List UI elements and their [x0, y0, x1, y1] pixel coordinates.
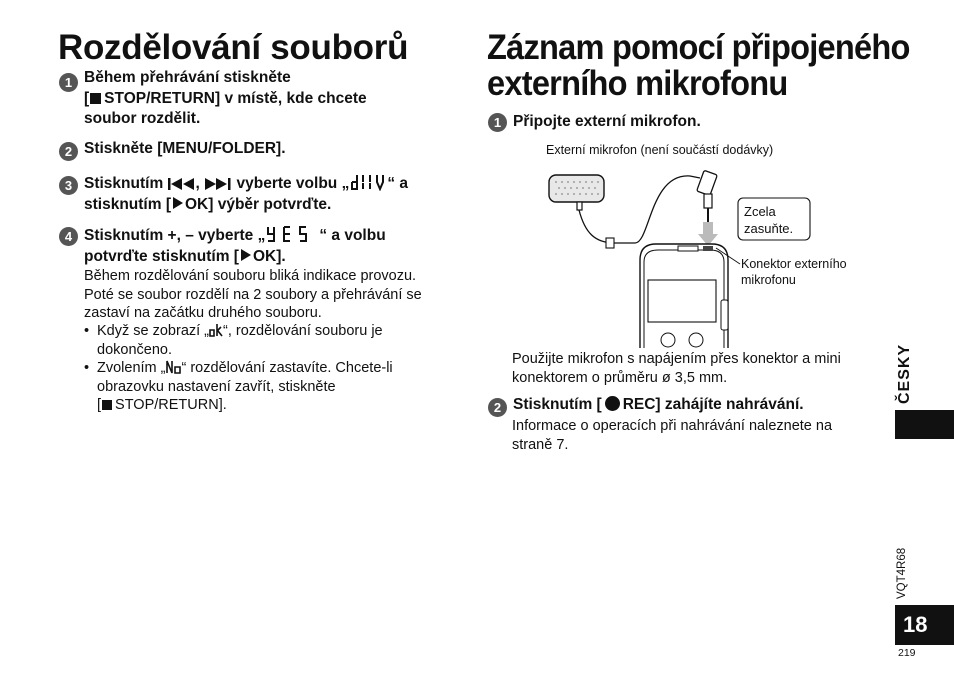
right-step-2-text: Stisknutím [ REC] zahájíte nahrávání. [513, 396, 804, 413]
left-title: Rozdělování souborů [58, 28, 409, 67]
left-step-3-text: Stisknutím , vyberte volbu „ “ a stisknutím [ OK] výběr potvrďte. [84, 175, 409, 213]
language-label: ČESKY [896, 343, 913, 404]
sub-page-number: 219 [898, 647, 916, 659]
skip-back-icon [168, 177, 196, 191]
page-number: 18 [895, 605, 954, 645]
left-step-1-text: Během přehrávání stiskněte [ STOP/RETURN] v místě, kde chcete soubor rozdělit. [84, 69, 367, 127]
right-step-2-description: Informace o operacích při nahrávání naleznete na straně 7. [512, 418, 833, 453]
step-badge-2: 2 [59, 142, 78, 161]
callout-text: Zcela zasuňte. [744, 204, 794, 236]
step-badge-2: 2 [488, 398, 507, 417]
side-tab-marker [895, 410, 954, 439]
play-triangle-icon [173, 197, 183, 209]
step-badge-3: 3 [59, 176, 78, 195]
skip-forward-icon [204, 177, 232, 191]
microphone-icon [549, 175, 604, 210]
figure-caption: Externí mikrofon (není součástí dodávky) [546, 143, 774, 157]
bullet-item-1: • Když se zobrazí „ “, rozdělování souboru je dokončeno. [84, 323, 383, 358]
lcd-no-icon [166, 360, 182, 375]
bullet-list [84, 322, 393, 415]
record-dot-icon [605, 396, 620, 411]
step-badge-4: 4 [59, 227, 78, 246]
microphone-illustration [540, 158, 840, 348]
left-step-2-text: Stiskněte [MENU/FOLDER]. [84, 140, 286, 157]
lcd-divide-icon [349, 173, 387, 191]
left-description: Během rozdělování souboru bliká indikace provozu. Poté se soubor rozdělí na 2 soubory a přehrávání se zastaví na začátku druhého souboru. [84, 268, 422, 321]
right-title: Záznam pomocí připojeného externího mikrofonu [487, 28, 910, 103]
bullet-item-2: • Zvolením „ “ rozdělování zastavíte. Chcete-li obrazovku nastavení zavřít, stiskněte [ STOP/RETURN]. [84, 360, 393, 413]
left-step-4-text: Stisknutím +, – vyberte „ “ a volbu potvrďte stisknutím [ OK]. [84, 227, 386, 265]
arrow-down-icon [698, 222, 718, 246]
step-badge-1: 1 [488, 113, 507, 132]
step-badge-1: 1 [59, 73, 78, 92]
right-description: Použijte mikrofon s napájením přes konektor a mini konektorem o průměru ø 3,5 mm. [512, 351, 841, 386]
play-triangle-icon [241, 249, 251, 261]
right-step-1-text: Připojte externí mikrofon. [513, 113, 701, 130]
stop-square-icon [102, 400, 112, 410]
model-code: VQT4R68 [896, 547, 908, 599]
stop-square-icon [90, 93, 101, 104]
lcd-ok-icon [209, 323, 223, 338]
lcd-yes-icon [265, 225, 319, 243]
connector-label: Konektor externího mikrofonu [741, 257, 847, 287]
recorder-icon [640, 244, 728, 348]
